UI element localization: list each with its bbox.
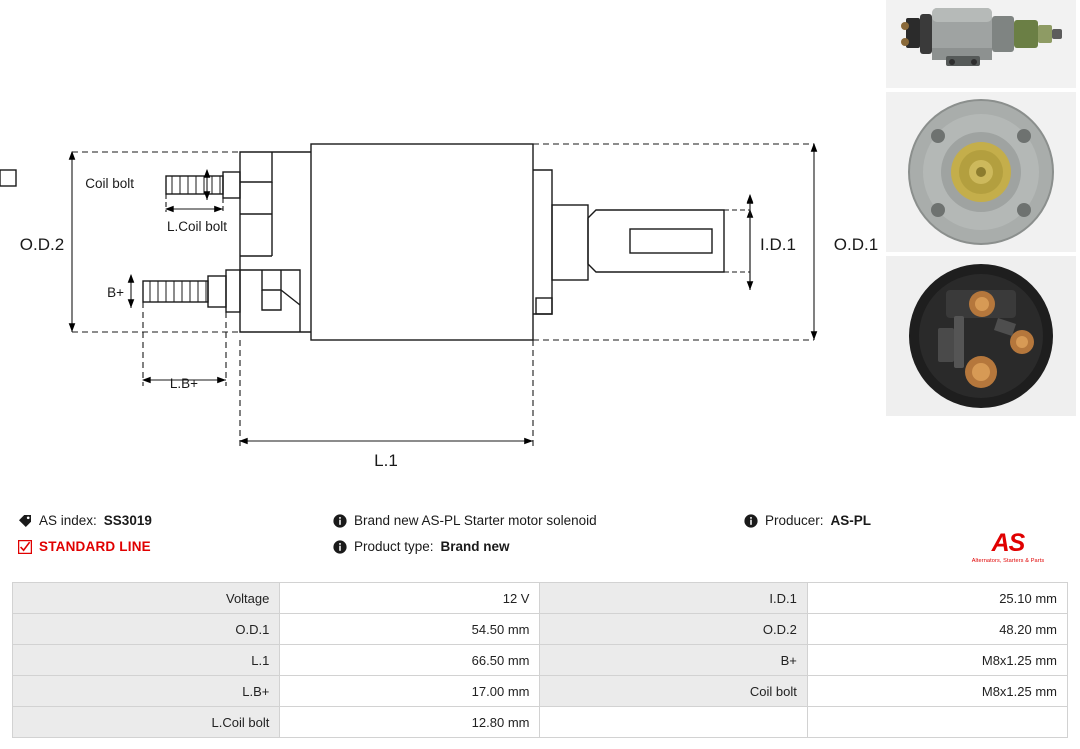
spec-value: 48.20 mm — [807, 614, 1067, 645]
description-row — [333, 507, 597, 533]
spec-value: 12 V — [280, 583, 540, 614]
aspl-logo[interactable] — [966, 531, 1050, 564]
spec-label: I.D.1 — [540, 583, 807, 614]
product-photo-front[interactable] — [886, 92, 1076, 252]
table-row — [13, 614, 1068, 645]
spec-label-empty — [540, 707, 807, 738]
product-type-row — [333, 533, 597, 559]
aspl-logo-subtitle: Alternators, Starters & Parts — [971, 558, 1045, 564]
producer-row — [744, 507, 871, 533]
label-l-b-plus: L.B+ — [169, 376, 199, 391]
spec-label: L.B+ — [13, 676, 280, 707]
description-text: Brand new AS-PL Starter motor solenoid — [354, 512, 597, 528]
label-l1: L.1 — [374, 451, 398, 470]
spec-label: O.D.2 — [540, 614, 807, 645]
as-index-value: SS3019 — [103, 512, 152, 528]
info-col-right — [744, 507, 871, 533]
checkbox-icon — [18, 540, 32, 554]
label-l-coil-bolt: L.Coil bolt — [167, 219, 228, 234]
as-index-row — [18, 507, 152, 533]
label-id1: I.D.1 — [760, 235, 796, 254]
label-od1: O.D.1 — [833, 235, 879, 254]
table-row — [13, 645, 1068, 676]
label-coil-bolt: Coil bolt — [85, 176, 134, 191]
product-type-label: Product type: — [354, 538, 434, 554]
label-b-plus: B+ — [107, 285, 124, 300]
product-info — [0, 495, 1080, 575]
product-photo-side[interactable] — [886, 0, 1076, 88]
spec-label: Coil bolt — [540, 676, 807, 707]
spec-label: B+ — [540, 645, 807, 676]
table-row — [13, 676, 1068, 707]
spec-label: O.D.1 — [13, 614, 280, 645]
standard-line-row — [18, 533, 152, 559]
info-icon — [744, 514, 758, 528]
product-photos — [880, 0, 1080, 487]
spec-value: M8x1.25 mm — [807, 645, 1067, 676]
spec-value: 66.50 mm — [280, 645, 540, 676]
aspl-logo-mark: AS — [991, 529, 1025, 557]
table-row — [13, 583, 1068, 614]
table-row — [13, 707, 1068, 738]
info-icon — [333, 540, 347, 554]
spec-value: 54.50 mm — [280, 614, 540, 645]
producer-label: Producer: — [765, 512, 824, 528]
info-icon — [333, 514, 347, 528]
label-od2: O.D.2 — [19, 235, 65, 254]
producer-value: AS-PL — [830, 512, 872, 528]
specifications-table — [12, 582, 1068, 738]
info-col-left — [18, 507, 152, 559]
spec-label: L.1 — [13, 645, 280, 676]
spec-value-empty — [807, 707, 1067, 738]
spec-label: L.Coil bolt — [13, 707, 280, 738]
spec-value: 25.10 mm — [807, 583, 1067, 614]
product-photo-back[interactable] — [886, 256, 1076, 416]
as-index-label: AS index: — [39, 512, 97, 528]
product-type-value: Brand new — [440, 538, 510, 554]
spec-label: Voltage — [13, 583, 280, 614]
info-col-middle — [333, 507, 597, 559]
spec-value: 17.00 mm — [280, 676, 540, 707]
spec-value: M8x1.25 mm — [807, 676, 1067, 707]
standard-line-label: STANDARD LINE — [39, 538, 151, 554]
tag-icon — [18, 514, 32, 528]
spec-value: 12.80 mm — [280, 707, 540, 738]
